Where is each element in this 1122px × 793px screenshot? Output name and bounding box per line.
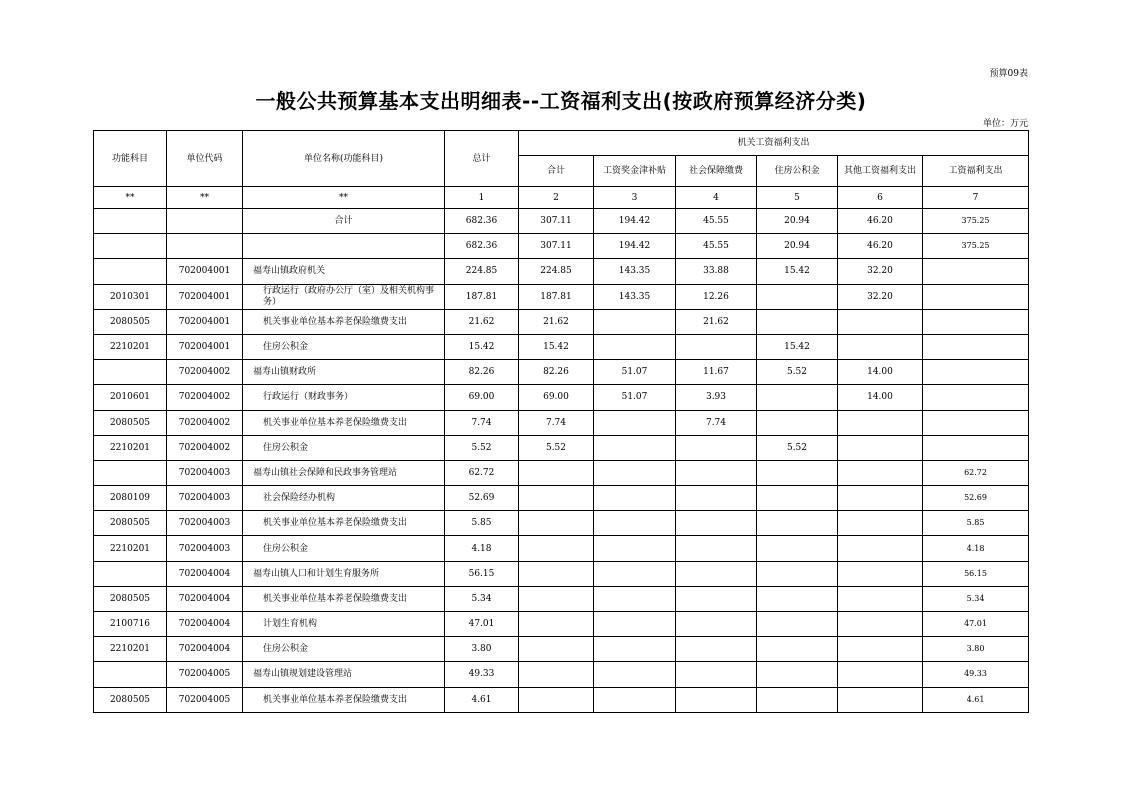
inst-salary-cell <box>923 410 1029 435</box>
unit-name-cell: 机关事业单位基本养老保险缴费支出 <box>243 309 445 334</box>
func-code-cell: 2210201 <box>94 637 167 662</box>
other-cell <box>838 410 923 435</box>
social-cell: 21.62 <box>676 309 757 334</box>
sub-total-cell <box>519 561 594 586</box>
header-unit-name: 单位名称(功能科目) <box>243 131 445 187</box>
social-cell <box>676 486 757 511</box>
func-code-cell: 2210201 <box>94 536 167 561</box>
social-cell <box>676 662 757 687</box>
total-cell: 682.36 <box>445 234 519 259</box>
header-social: 社会保障缴费 <box>676 156 757 187</box>
housing-cell: 20.94 <box>757 209 838 234</box>
inst-salary-cell: 375.25 <box>923 209 1029 234</box>
func-code-cell: 2080109 <box>94 486 167 511</box>
func-code-cell <box>94 360 167 385</box>
total-cell: 187.81 <box>445 284 519 309</box>
unit-code-cell: 702004002 <box>167 410 243 435</box>
unit-label: 单位：万元 <box>982 119 1028 129</box>
sub-total-cell: 5.52 <box>519 435 594 460</box>
table-number: 预算09表 <box>989 69 1028 79</box>
unit-code-cell: 702004001 <box>167 309 243 334</box>
page-title: 一般公共预算基本支出明细表--工资福利支出(按政府预算经济分类) <box>255 89 867 113</box>
unit-code-cell: 702004002 <box>167 435 243 460</box>
table-row <box>94 385 1029 410</box>
index-cell: 4 <box>676 187 757 209</box>
other-cell: 32.20 <box>838 259 923 284</box>
housing-cell <box>757 586 838 611</box>
total-cell: 4.61 <box>445 687 519 712</box>
unit-code-cell: 702004002 <box>167 360 243 385</box>
func-code-cell: 2210201 <box>94 334 167 359</box>
sub-total-cell: 187.81 <box>519 284 594 309</box>
func-code-cell: 2080505 <box>94 511 167 536</box>
sub-total-cell <box>519 536 594 561</box>
total-cell: 21.62 <box>445 309 519 334</box>
unit-name-cell: 机关事业单位基本养老保险缴费支出 <box>243 586 445 611</box>
total-cell: 49.33 <box>445 662 519 687</box>
func-code-cell: 2080505 <box>94 586 167 611</box>
social-cell: 45.55 <box>676 209 757 234</box>
table-row <box>94 460 1029 485</box>
housing-cell <box>757 536 838 561</box>
social-cell <box>676 536 757 561</box>
other-cell <box>838 334 923 359</box>
index-cell: ** <box>94 187 167 209</box>
social-cell: 11.67 <box>676 360 757 385</box>
table-row <box>94 209 1029 234</box>
total-cell: 69.00 <box>445 385 519 410</box>
unit-name-cell: 住房公积金 <box>243 637 445 662</box>
other-cell <box>838 586 923 611</box>
housing-cell <box>757 687 838 712</box>
func-code-cell <box>94 460 167 485</box>
social-cell <box>676 334 757 359</box>
index-cell: ** <box>167 187 243 209</box>
inst-salary-cell <box>923 334 1029 359</box>
unit-code-cell <box>167 234 243 259</box>
index-cell: 1 <box>445 187 519 209</box>
header-sub-total: 合计 <box>519 156 594 187</box>
header-unit-code: 单位代码 <box>167 131 243 187</box>
sub-total-cell: 307.11 <box>519 209 594 234</box>
salary-cell <box>594 637 676 662</box>
unit-name-cell: 住房公积金 <box>243 536 445 561</box>
other-cell <box>838 486 923 511</box>
func-code-cell <box>94 209 167 234</box>
table-row <box>94 259 1029 284</box>
sub-total-cell: 82.26 <box>519 360 594 385</box>
table-row <box>94 234 1029 259</box>
sub-total-cell <box>519 586 594 611</box>
other-cell <box>838 612 923 637</box>
total-cell: 5.85 <box>445 511 519 536</box>
social-cell: 33.88 <box>676 259 757 284</box>
social-cell <box>676 586 757 611</box>
table-row <box>94 284 1029 309</box>
other-cell: 32.20 <box>838 284 923 309</box>
social-cell <box>676 460 757 485</box>
inst-salary-cell: 5.34 <box>923 586 1029 611</box>
sub-total-cell: 21.62 <box>519 309 594 334</box>
unit-code-cell: 702004004 <box>167 586 243 611</box>
other-cell: 14.00 <box>838 385 923 410</box>
social-cell: 45.55 <box>676 234 757 259</box>
total-cell: 52.69 <box>445 486 519 511</box>
inst-salary-cell: 47.01 <box>923 612 1029 637</box>
unit-name-cell: 合计 <box>243 209 445 234</box>
other-cell <box>838 662 923 687</box>
social-cell: 7.74 <box>676 410 757 435</box>
housing-cell: 5.52 <box>757 360 838 385</box>
func-code-cell: 2080505 <box>94 410 167 435</box>
func-code-cell <box>94 662 167 687</box>
social-cell <box>676 637 757 662</box>
inst-salary-cell <box>923 435 1029 460</box>
func-code-cell: 2080505 <box>94 687 167 712</box>
social-cell <box>676 687 757 712</box>
unit-code-cell: 702004001 <box>167 334 243 359</box>
unit-code-cell: 702004004 <box>167 612 243 637</box>
inst-salary-cell: 4.61 <box>923 687 1029 712</box>
sub-total-cell: 307.11 <box>519 234 594 259</box>
housing-cell: 20.94 <box>757 234 838 259</box>
salary-cell: 51.07 <box>594 385 676 410</box>
housing-cell <box>757 385 838 410</box>
housing-cell: 15.42 <box>757 334 838 359</box>
unit-name-cell: 行政运行（财政事务） <box>243 385 445 410</box>
social-cell <box>676 612 757 637</box>
unit-code-cell: 702004003 <box>167 536 243 561</box>
unit-code-cell: 702004004 <box>167 637 243 662</box>
unit-name-cell: 福寿山镇人口和计划生育服务所 <box>243 561 445 586</box>
table-row <box>94 486 1029 511</box>
unit-name-cell: 机关事业单位基本养老保险缴费支出 <box>243 511 445 536</box>
func-code-cell: 2080505 <box>94 309 167 334</box>
unit-code-cell: 702004005 <box>167 687 243 712</box>
total-cell: 682.36 <box>445 209 519 234</box>
total-cell: 224.85 <box>445 259 519 284</box>
header-salary: 工资奖金津补贴 <box>594 156 676 187</box>
other-cell: 46.20 <box>838 209 923 234</box>
housing-cell <box>757 662 838 687</box>
inst-salary-cell <box>923 284 1029 309</box>
table-row <box>94 511 1029 536</box>
housing-cell <box>757 637 838 662</box>
inst-salary-cell: 62.72 <box>923 460 1029 485</box>
inst-salary-cell: 375.25 <box>923 234 1029 259</box>
total-cell: 82.26 <box>445 360 519 385</box>
index-cell: 3 <box>594 187 676 209</box>
inst-salary-cell: 3.80 <box>923 637 1029 662</box>
other-cell: 46.20 <box>838 234 923 259</box>
func-code-cell: 2010601 <box>94 385 167 410</box>
unit-name-cell: 福寿山镇社会保障和民政事务管理站 <box>243 460 445 485</box>
table-row <box>94 309 1029 334</box>
sub-total-cell <box>519 486 594 511</box>
salary-cell <box>594 511 676 536</box>
index-cell: 6 <box>838 187 923 209</box>
unit-code-cell: 702004002 <box>167 385 243 410</box>
salary-cell <box>594 687 676 712</box>
inst-salary-cell <box>923 259 1029 284</box>
housing-cell <box>757 309 838 334</box>
unit-name-cell: 福寿山镇规划建设管理站 <box>243 662 445 687</box>
unit-code-cell: 702004001 <box>167 259 243 284</box>
other-cell <box>838 435 923 460</box>
inst-salary-cell <box>923 360 1029 385</box>
index-cell: 5 <box>757 187 838 209</box>
func-code-cell <box>94 259 167 284</box>
other-cell <box>838 637 923 662</box>
total-cell: 56.15 <box>445 561 519 586</box>
index-cell: 7 <box>923 187 1029 209</box>
other-cell <box>838 511 923 536</box>
unit-name-cell: 机关事业单位基本养老保险缴费支出 <box>243 687 445 712</box>
total-cell: 5.52 <box>445 435 519 460</box>
func-code-cell <box>94 561 167 586</box>
table-row <box>94 662 1029 687</box>
inst-salary-cell: 56.15 <box>923 561 1029 586</box>
other-cell <box>838 309 923 334</box>
header-total: 总计 <box>445 131 519 187</box>
other-cell: 14.00 <box>838 360 923 385</box>
total-cell: 5.34 <box>445 586 519 611</box>
social-cell <box>676 511 757 536</box>
salary-cell: 143.35 <box>594 284 676 309</box>
housing-cell <box>757 561 838 586</box>
salary-cell <box>594 586 676 611</box>
func-code-cell: 2010301 <box>94 284 167 309</box>
inst-salary-cell: 52.69 <box>923 486 1029 511</box>
salary-cell <box>594 536 676 561</box>
unit-code-cell <box>167 209 243 234</box>
social-cell: 3.93 <box>676 385 757 410</box>
housing-cell: 15.42 <box>757 259 838 284</box>
total-cell: 47.01 <box>445 612 519 637</box>
unit-name-cell: 机关事业单位基本养老保险缴费支出 <box>243 410 445 435</box>
salary-cell: 194.42 <box>594 209 676 234</box>
salary-cell <box>594 334 676 359</box>
total-cell: 3.80 <box>445 637 519 662</box>
inst-salary-cell: 49.33 <box>923 662 1029 687</box>
sub-total-cell <box>519 612 594 637</box>
housing-cell <box>757 511 838 536</box>
table-row <box>94 334 1029 359</box>
header-group-gov: 机关工资福利支出 <box>519 131 1029 156</box>
salary-cell <box>594 561 676 586</box>
sub-total-cell <box>519 687 594 712</box>
social-cell <box>676 435 757 460</box>
salary-cell <box>594 486 676 511</box>
inst-salary-cell: 5.85 <box>923 511 1029 536</box>
social-cell <box>676 561 757 586</box>
func-code-cell <box>94 234 167 259</box>
other-cell <box>838 460 923 485</box>
other-cell <box>838 536 923 561</box>
inst-salary-cell <box>923 309 1029 334</box>
table-row <box>94 612 1029 637</box>
salary-cell: 143.35 <box>594 259 676 284</box>
salary-cell <box>594 309 676 334</box>
total-cell: 7.74 <box>445 410 519 435</box>
housing-cell <box>757 612 838 637</box>
table-row <box>94 360 1029 385</box>
unit-code-cell: 702004003 <box>167 460 243 485</box>
unit-name-cell: 福寿山镇财政所 <box>243 360 445 385</box>
table-row <box>94 586 1029 611</box>
header-row-1 <box>94 131 1029 156</box>
salary-cell: 194.42 <box>594 234 676 259</box>
other-cell <box>838 687 923 712</box>
sub-total-cell: 7.74 <box>519 410 594 435</box>
sub-total-cell <box>519 637 594 662</box>
salary-cell <box>594 662 676 687</box>
unit-code-cell: 702004004 <box>167 561 243 586</box>
salary-cell <box>594 612 676 637</box>
total-cell: 62.72 <box>445 460 519 485</box>
housing-cell <box>757 486 838 511</box>
salary-cell <box>594 460 676 485</box>
housing-cell: 5.52 <box>757 435 838 460</box>
salary-cell <box>594 435 676 460</box>
unit-code-cell: 702004001 <box>167 284 243 309</box>
index-row <box>94 187 1029 209</box>
unit-name-cell: 住房公积金 <box>243 435 445 460</box>
sub-total-cell: 69.00 <box>519 385 594 410</box>
func-code-cell: 2210201 <box>94 435 167 460</box>
index-cell: ** <box>243 187 445 209</box>
header-housing: 住房公积金 <box>757 156 838 187</box>
unit-name-cell: 住房公积金 <box>243 334 445 359</box>
table-row <box>94 536 1029 561</box>
unit-name-cell: 社会保险经办机构 <box>243 486 445 511</box>
sub-total-cell <box>519 460 594 485</box>
index-cell: 2 <box>519 187 594 209</box>
unit-code-cell: 702004005 <box>167 662 243 687</box>
table-row <box>94 410 1029 435</box>
unit-code-cell: 702004003 <box>167 486 243 511</box>
table-row <box>94 561 1029 586</box>
table-body <box>94 131 1029 713</box>
table-row <box>94 687 1029 712</box>
header-inst-salary: 工资福利支出 <box>923 156 1029 187</box>
unit-name-cell: 计划生育机构 <box>243 612 445 637</box>
inst-salary-cell <box>923 385 1029 410</box>
sub-total-cell <box>519 511 594 536</box>
unit-code-cell: 702004003 <box>167 511 243 536</box>
total-cell: 15.42 <box>445 334 519 359</box>
social-cell: 12.26 <box>676 284 757 309</box>
header-other: 其他工资福利支出 <box>838 156 923 187</box>
sub-total-cell <box>519 662 594 687</box>
unit-name-cell <box>243 234 445 259</box>
unit-name-cell: 福寿山镇政府机关 <box>243 259 445 284</box>
table-row <box>94 435 1029 460</box>
header-func-code: 功能科目 <box>94 131 167 187</box>
inst-salary-cell: 4.18 <box>923 536 1029 561</box>
housing-cell <box>757 460 838 485</box>
housing-cell <box>757 410 838 435</box>
budget-table <box>93 130 1029 713</box>
housing-cell <box>757 284 838 309</box>
other-cell <box>838 561 923 586</box>
unit-name-cell: 行政运行（政府办公厅（室）及相关机构事务） <box>243 284 445 309</box>
table-row <box>94 637 1029 662</box>
func-code-cell: 2100716 <box>94 612 167 637</box>
salary-cell: 51.07 <box>594 360 676 385</box>
total-cell: 4.18 <box>445 536 519 561</box>
salary-cell <box>594 410 676 435</box>
sub-total-cell: 224.85 <box>519 259 594 284</box>
sub-total-cell: 15.42 <box>519 334 594 359</box>
